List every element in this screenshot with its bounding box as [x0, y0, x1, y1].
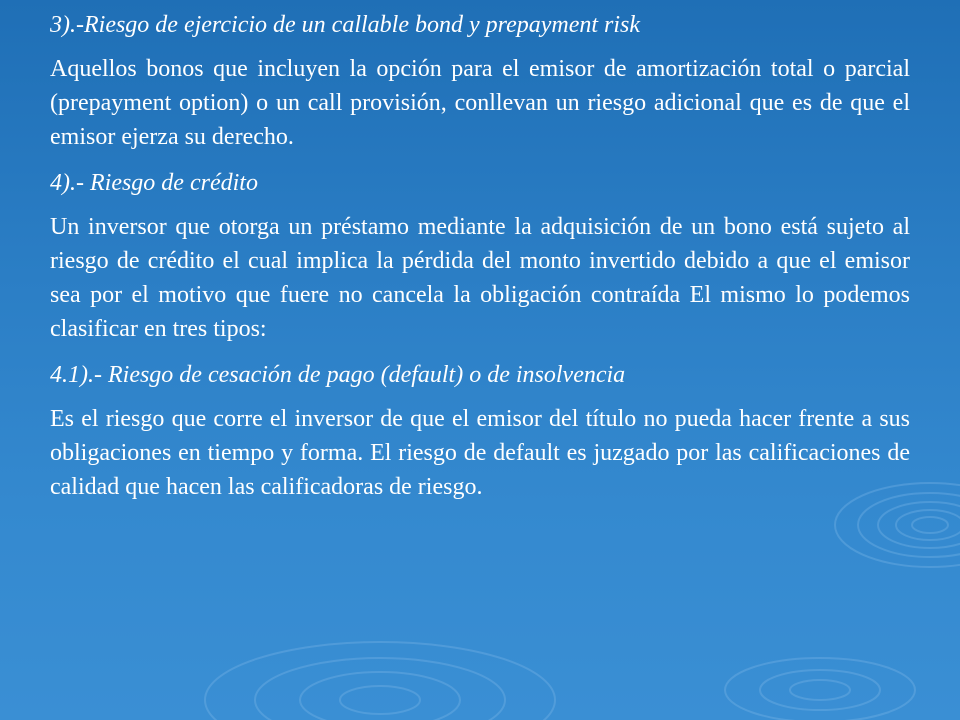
section-heading-default-risk: 4.1).- Riesgo de cesación de pago (default) o de insolvencia — [50, 362, 626, 388]
section-heading-callable-bond: 3).-Riesgo de ejercicio de un callable bond y prepayment risk — [50, 12, 641, 38]
section-body-default-risk: Es el riesgo que corre el inversor de que el emisor del título no pueda hacer frente a sus obligaciones en tiempo y forma. El riesgo de default es juzgado por las calificaciones de calidad que hacen las calificadoras de riesgo. — [50, 406, 910, 500]
slide-content — [50, 8, 910, 516]
section-body-credit-risk: Un inversor que otorga un préstamo mediante la adquisición de un bono está sujeto al riesgo de crédito el cual implica la pérdida del monto invertido debido a que el emisor sea por el motivo que fuere no cancela la obligación contraída El mismo lo podemos clasificar en tres tipos: — [50, 214, 910, 342]
section-body-callable-bond: Aquellos bonos que incluyen la opción para el emisor de amortización total o parcial (prepayment option) o un call provisión, conllevan un riesgo adicional que es de que el emisor ejerza su derecho. — [50, 56, 910, 150]
section-heading-credit-risk: 4).- Riesgo de crédito — [50, 170, 258, 196]
